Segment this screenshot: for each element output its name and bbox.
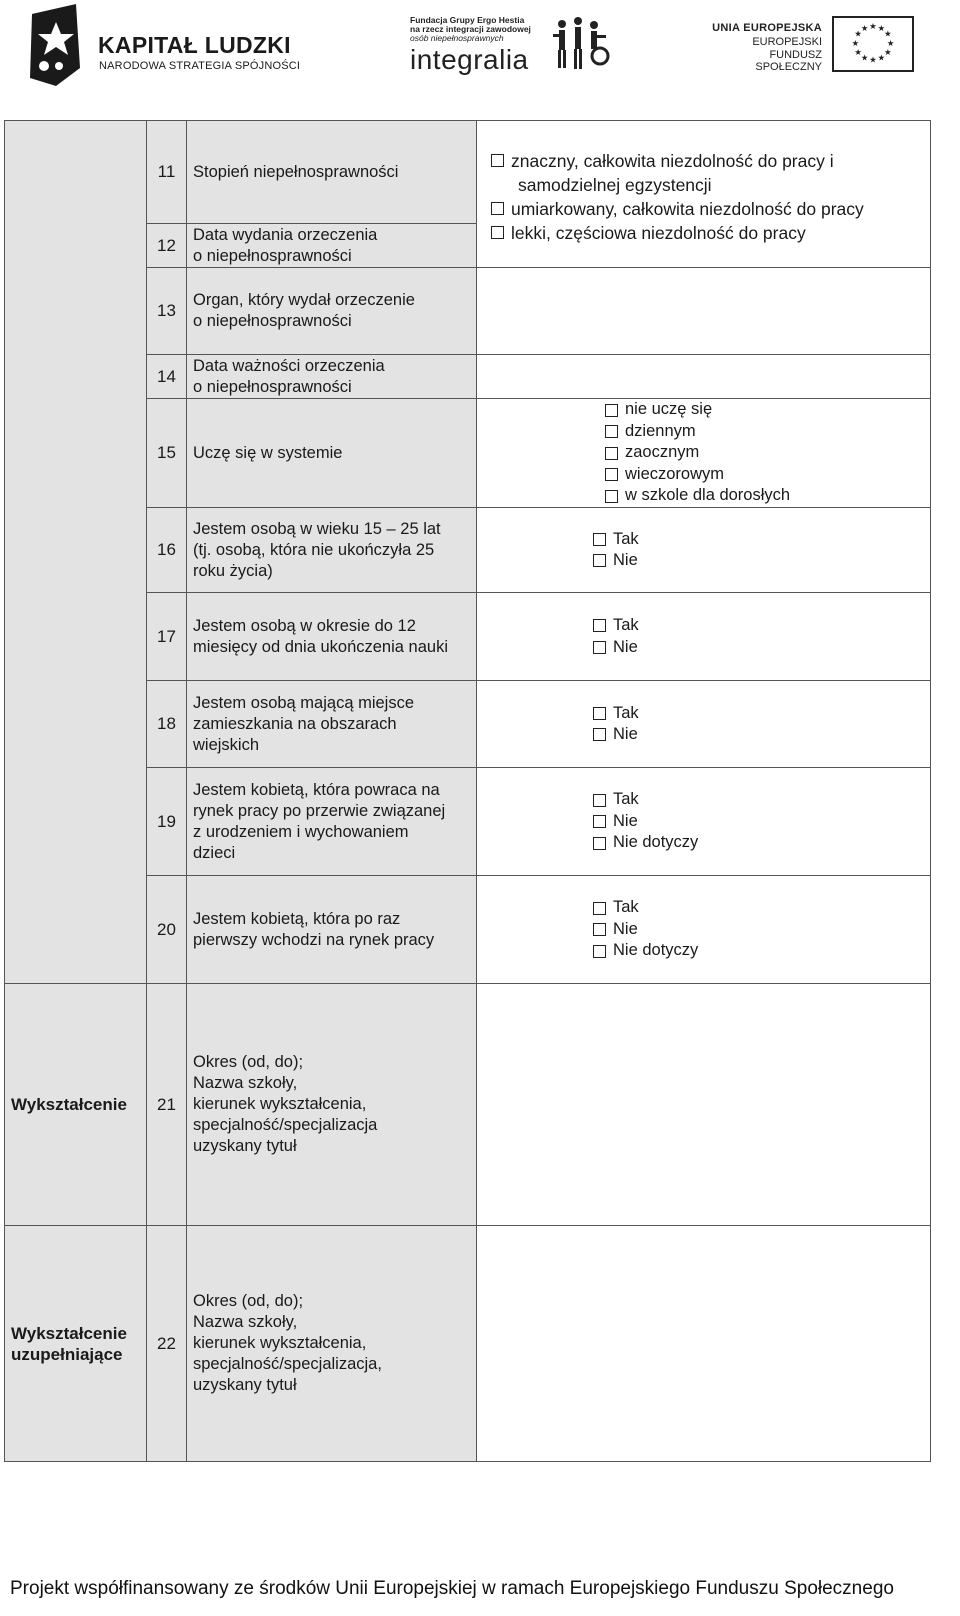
svg-text:★: ★ [851,37,860,48]
option-yes[interactable] [593,897,930,919]
disability-degree-label: Stopień niepełnosprawności [187,121,477,224]
row-number: 16 [147,508,187,593]
integralia-brand: integralia [410,44,529,75]
option-label: Nie dotyczy [613,941,699,960]
rural-resident-answer [477,681,931,768]
option-yes[interactable] [593,615,930,637]
age-15-25-answer [477,508,931,593]
option-label: dziennym [625,421,696,440]
option-label: nie uczę się [625,400,713,419]
option-no[interactable] [593,919,930,941]
option-yes[interactable] [593,703,930,725]
option-label: Tak [613,703,639,722]
checkbox-icon[interactable] [593,923,606,936]
option-label: w szkole dla dorosłych [625,486,791,505]
option-disability-mild[interactable] [491,221,930,245]
label-line: kierunek wykształcenia, [193,1334,367,1352]
label-line: Jestem osobą mającą miejsce [193,693,415,712]
checkbox-icon[interactable] [593,945,606,958]
section-line: uzupełniające [11,1344,123,1364]
checkbox-icon[interactable] [593,902,606,915]
checkbox-icon[interactable] [593,707,606,720]
decision-issue-date-label [187,224,477,268]
kapital-ludzki-logo [26,4,316,86]
option-label: znaczny, całkowita niezdolność do pracy i [511,150,834,171]
row-number: 22 [147,1226,187,1462]
integralia-line3: osób niepełnosprawnych [410,33,504,43]
label-line: specjalność/specjalizacja [193,1116,378,1134]
education-details-label [187,984,477,1226]
issuing-authority-answer[interactable] [477,268,931,355]
row-number: 17 [147,593,187,681]
svg-text:★: ★ [854,28,862,39]
option-yes[interactable] [593,529,930,551]
checkbox-icon[interactable] [593,728,606,741]
option-no[interactable] [593,550,930,572]
eu-logo-text [712,22,822,73]
integralia-people-icon [550,16,610,72]
label-line: wiejskich [193,735,260,754]
eu-line1: UNIA EUROPEJSKA [712,22,822,34]
option-label: Tak [613,790,639,809]
recent-graduate-label [187,593,477,681]
option-label: wieczorowym [625,464,725,483]
integralia-logo [410,12,610,82]
label-line: pierwszy wchodzi na rynek pracy [193,930,435,949]
eu-line3: FUNDUSZ SPOŁECZNY [755,49,822,73]
education-answer[interactable] [477,984,931,1226]
svg-text:★: ★ [877,23,886,33]
option-not-applicable[interactable] [593,832,930,854]
age-15-25-label [187,508,477,593]
label-line: (tj. osobą, która nie ukończyła 25 [193,540,435,559]
row-number: 14 [147,355,187,399]
option-not-applicable[interactable] [593,940,930,962]
checkbox-icon[interactable] [593,837,606,850]
label-line: Nazwa szkoły, [193,1313,298,1331]
option-no[interactable] [593,811,930,833]
option-label: Nie [613,637,638,656]
option-label: Nie [613,919,638,938]
decision-validity-label [187,355,477,399]
checkbox-icon[interactable] [593,619,606,632]
row-number: 19 [147,768,187,876]
kapital-ludzki-subtitle: NARODOWA STRATEGIA SPÓJNOŚCI [99,60,301,72]
option-no[interactable] [593,637,930,659]
checkbox-icon[interactable] [491,154,504,167]
page-footer: Projekt współfinansowany ze środków Unii Europejskiej w ramach Europejskiego Funduszu Społecznego [10,1578,894,1599]
section-education: Wykształcenie [5,984,147,1226]
option-not-studying[interactable] [605,399,930,421]
section-cell-empty [5,121,147,984]
checkbox-icon[interactable] [593,554,606,567]
first-job-woman-answer [477,876,931,984]
label-line: o niepełnosprawności [193,246,352,265]
row-number: 12 [147,224,187,268]
option-disability-significant[interactable] [491,149,930,173]
label-line: rynek pracy po przerwie związanej [193,801,446,820]
row-number: 20 [147,876,187,984]
label-line: kierunek wykształcenia, [193,1095,367,1113]
option-label: Tak [613,616,639,634]
label-line: zamieszkania na obszarach [193,714,397,733]
checkbox-icon[interactable] [491,226,504,239]
row-number: 13 [147,268,187,355]
label-line: Okres (od, do); [193,1292,304,1310]
option-adult-school[interactable] [605,485,930,507]
svg-text:★: ★ [886,37,895,48]
rural-resident-label [187,681,477,768]
study-system-answer [477,399,931,508]
option-label: Tak [613,898,639,917]
section-line: Wykształcenie [11,1323,127,1343]
table-row-22 [5,1226,931,1462]
checkbox-icon[interactable] [491,202,504,215]
kapital-ludzki-title: KAPITAŁ LUDZKI [98,32,291,58]
row-number: 21 [147,984,187,1226]
svg-text:★: ★ [854,47,862,58]
label-line: Jestem osobą w wieku 15 – 25 lat [193,519,441,538]
option-evening[interactable] [605,464,930,486]
label-line: o niepełnosprawności [193,312,352,330]
label-line: uzyskany tytuł [193,1376,297,1394]
returning-mother-label [187,768,477,876]
label-line: specjalność/specjalizacja, [193,1355,382,1373]
checkbox-icon[interactable] [605,468,618,481]
label-line: Data ważności orzeczenia [193,356,385,375]
row-number: 11 [147,121,187,224]
option-label-continued: samodzielnej egzystencji [518,174,712,195]
recent-graduate-answer [477,593,931,681]
application-form-table [4,120,931,1462]
option-label: Nie [613,725,638,743]
option-extramural[interactable] [605,442,930,464]
row-number: 18 [147,681,187,768]
integralia-line1: Fundacja Grupy Ergo Hestia [410,15,525,25]
option-label: umiarkowany, całkowita niezdolność do pracy [511,198,864,219]
option-disability-moderate[interactable] [491,197,930,221]
checkbox-icon[interactable] [605,490,618,503]
label-line: Okres (od, do); [193,1053,304,1071]
label-line: o niepełnosprawności [193,377,352,396]
page-header [0,0,960,110]
svg-text:★: ★ [884,47,892,58]
svg-text:★: ★ [860,23,869,33]
label-line: Jestem kobietą, która po raz [193,909,401,928]
label-line: uzyskany tytuł [193,1137,297,1155]
table-row-21 [5,984,931,1226]
supplementary-education-details-label [187,1226,477,1462]
checkbox-icon[interactable] [593,815,606,828]
label-line: dzieci [193,843,236,862]
svg-text:★: ★ [877,52,886,63]
label-line: Jestem kobietą, która powraca na [193,780,440,799]
option-label: Nie [613,811,638,830]
section-supplementary-education [5,1226,147,1462]
checkbox-icon[interactable] [593,641,606,654]
checkbox-icon[interactable] [605,447,618,460]
option-label: zaocznym [625,443,700,462]
kapital-ludzki-mark-icon [26,4,84,86]
issuing-authority-label [187,268,477,355]
checkbox-icon[interactable] [593,794,606,807]
eu-line2: EUROPEJSKI [752,36,822,48]
eu-logo [712,14,922,74]
label-line: Nazwa szkoły, [193,1074,298,1092]
study-system-label: Uczę się w systemie [187,399,477,508]
option-label: Nie dotyczy [613,833,699,852]
option-no[interactable] [593,724,930,746]
option-yes[interactable] [593,789,930,811]
integralia-line2: na rzecz integracji zawodowej [410,24,531,34]
disability-degree-answer [477,121,931,268]
checkbox-icon[interactable] [605,425,618,438]
first-job-woman-label [187,876,477,984]
option-label: lekki, częściowa niezdolność do pracy [511,222,806,243]
label-line: z urodzeniem i wychowaniem [193,822,409,841]
row-number: 15 [147,399,187,508]
label-line: Data wydania orzeczenia [193,225,378,244]
table-row-11 [5,121,931,224]
svg-text:★: ★ [884,28,892,39]
checkbox-icon[interactable] [605,404,618,417]
returning-mother-answer [477,768,931,876]
decision-validity-answer[interactable] [477,355,931,399]
option-label: Nie [613,551,638,569]
svg-text:★: ★ [869,21,877,32]
svg-text:★: ★ [860,52,869,63]
svg-text:★: ★ [869,54,877,65]
label-line: miesięcy od dnia ukończenia nauki [193,637,448,656]
checkbox-icon[interactable] [593,533,606,546]
option-daytime[interactable] [605,421,930,443]
option-label: Tak [613,529,639,548]
integralia-foundation-text [410,16,550,43]
eu-flag-icon [832,16,914,72]
label-line: Organ, który wydał orzeczenie [193,291,415,309]
label-line: Jestem osobą w okresie do 12 [193,616,416,635]
supplementary-education-answer[interactable] [477,1226,931,1462]
label-line: roku życia) [193,561,273,580]
